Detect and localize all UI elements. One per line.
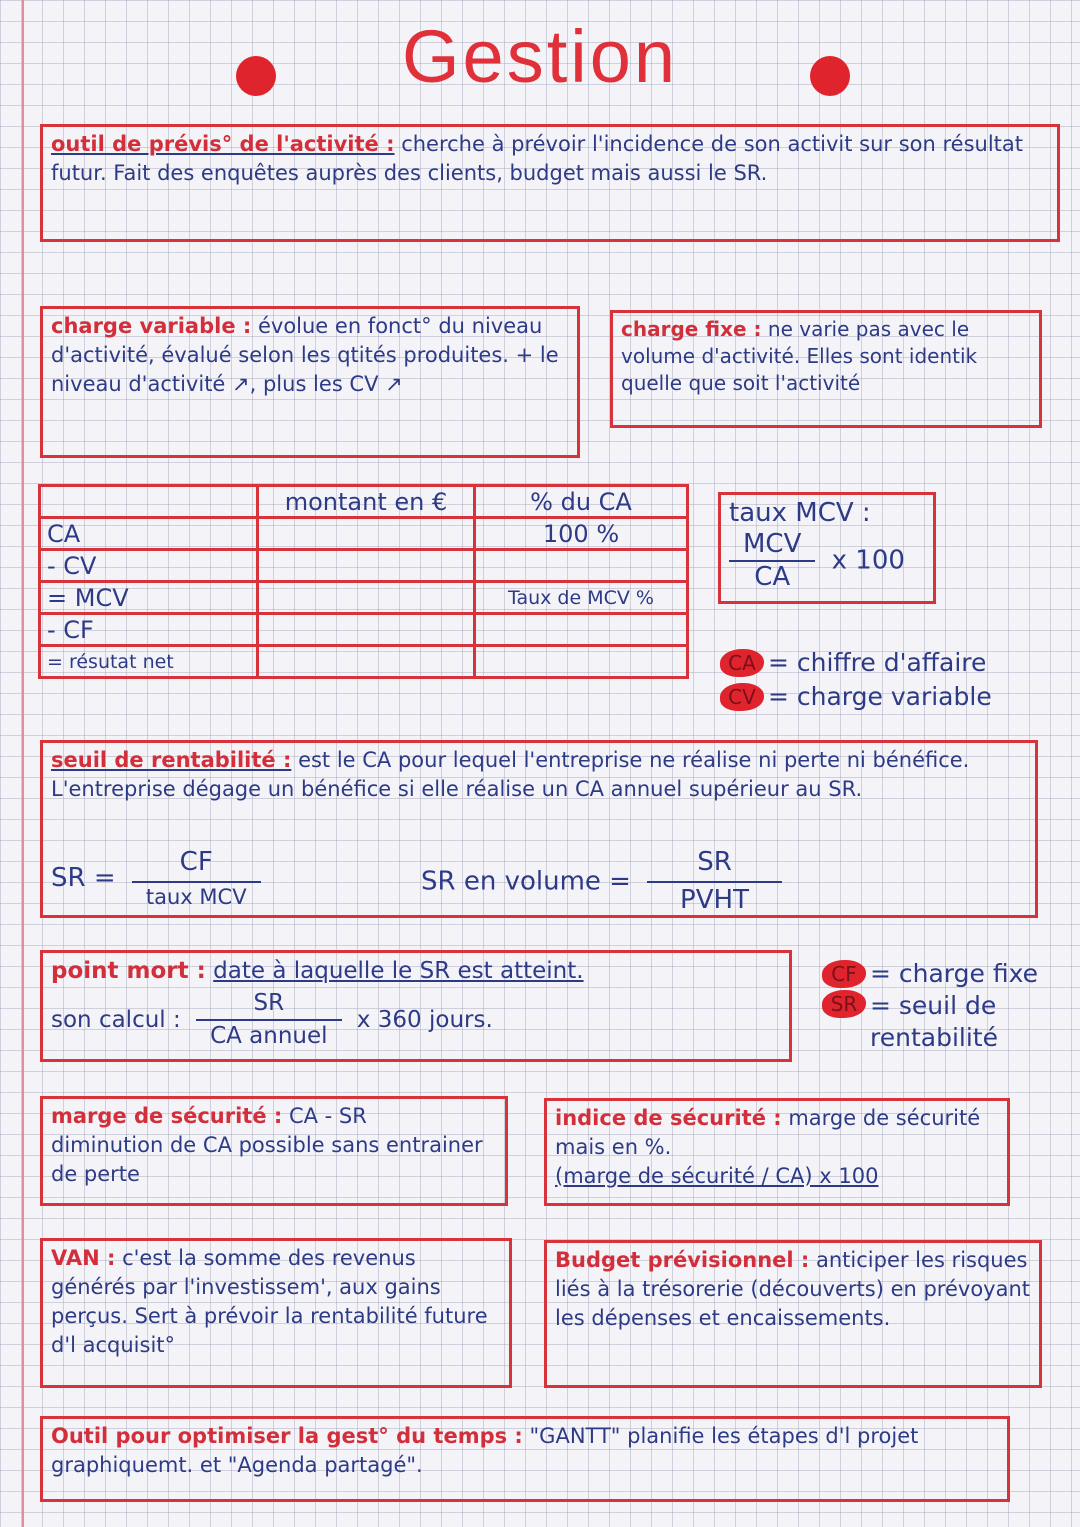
- van-heading: VAN :: [51, 1246, 116, 1270]
- table-cell: [475, 550, 688, 582]
- sr-fraction: [132, 845, 261, 912]
- point-mort-box: [40, 950, 792, 1062]
- red-blot-icon: [720, 683, 764, 711]
- point-mort-text: date à laquelle le SR est atteint.: [213, 958, 584, 984]
- taux-mcv-multiplier: x 100: [831, 545, 905, 576]
- table-cell: Taux de MCV %: [475, 582, 688, 614]
- sr-volume-fraction: [647, 845, 782, 919]
- legend-abbr: CV: [728, 685, 756, 709]
- indice-text: marge de sécurité mais en %.: [555, 1106, 981, 1159]
- sr-formula-label: SR =: [51, 862, 116, 893]
- outil-prevision-text: cherche à prévoir l'incidence de son activit sur son résultat futur. Fait des enquêtes auprès des clients, budget mais aussi le SR.: [51, 132, 1024, 185]
- table-cell: [258, 582, 475, 614]
- legend-text: = charge variable: [768, 682, 992, 711]
- table-row: [40, 614, 688, 646]
- charge-variable-heading: charge variable :: [51, 314, 252, 338]
- legend-item: [720, 646, 992, 680]
- table-cell: [258, 550, 475, 582]
- taux-mcv-fraction: [729, 529, 815, 593]
- marge-formula: CA - SR: [288, 1104, 367, 1128]
- point-mort-heading: point mort :: [51, 958, 206, 984]
- indice-securite-box: [544, 1098, 1010, 1206]
- budget-text: anticiper les risques liés à la trésorerie (découverts) en prévoyant les dépenses et encaissements.: [555, 1248, 1031, 1330]
- indice-formula: (marge de sécurité / CA) x 100: [555, 1163, 879, 1188]
- outil-gestion-temps-box: [40, 1416, 1010, 1502]
- indice-heading: indice de sécurité :: [555, 1106, 782, 1130]
- table-cell: [258, 646, 475, 678]
- table-cell: [475, 614, 688, 646]
- charge-variable-text: évolue en fonct° du niveau d'activité, évalué selon les qtités produites. + le niveau d'activité ↗, plus les CV ↗: [51, 314, 559, 396]
- page-title: Gestion: [401, 15, 679, 98]
- resultat-table: [38, 484, 689, 679]
- point-mort-multiplier: x 360 jours.: [356, 1006, 493, 1033]
- table-cell: [258, 614, 475, 646]
- table-cell: 100 %: [475, 518, 688, 550]
- seuil-heading: seuil de rentabilité :: [51, 748, 292, 772]
- taux-mcv-label: taux MCV :: [729, 498, 871, 528]
- seuil-rentabilite-box: [40, 740, 1038, 918]
- table-row: [40, 646, 688, 678]
- sr-volume-denominator: PVHT: [680, 884, 749, 915]
- sr-volume-label: SR en volume =: [421, 866, 631, 897]
- charge-variable-box: [40, 306, 580, 458]
- legend-item: [720, 680, 992, 714]
- table-cell: = résutat net: [40, 646, 258, 678]
- table-cell: CA: [40, 518, 258, 550]
- point-mort-denominator: CA annuel: [210, 1023, 328, 1050]
- sr-volume-numerator: SR: [647, 845, 782, 883]
- point-mort-fraction: [196, 988, 341, 1053]
- outil-prevision-box: [40, 124, 1060, 242]
- seuil-formulas: [51, 845, 1027, 917]
- outil-prevision-heading: outil de prévis° de l'activité :: [51, 132, 395, 156]
- table-header-cell: % du CA: [475, 486, 688, 518]
- legend-item: [822, 958, 1062, 990]
- outil-temps-text: "GANTT" planifie les étapes d'l projet graphiquemt. et "Agenda partagé".: [51, 1424, 919, 1477]
- sr-denominator: taux MCV: [145, 884, 247, 909]
- seuil-text: est le CA pour lequel l'entreprise ne réalise ni perte ni bénéfice. L'entreprise dégage un bénéfice si elle réalise un CA annuel supérieur au SR.: [51, 748, 970, 801]
- outil-temps-heading: Outil pour optimiser la gest° du temps :: [51, 1424, 523, 1448]
- van-text: c'est la somme des revenus générés par l'investissem', aux gains perçus. Sert à prévoir la rentabilité future d'l acquisit°: [51, 1246, 488, 1357]
- table-header-row: [40, 486, 688, 518]
- legend-abbreviations-2: [822, 958, 1062, 1054]
- red-blot-icon: [822, 960, 866, 988]
- table-header-cell: [40, 486, 258, 518]
- table-cell: [475, 646, 688, 678]
- table-cell: = MCV: [40, 582, 258, 614]
- red-blot-icon: [822, 990, 866, 1018]
- point-mort-formula: [51, 988, 781, 1053]
- budget-previsionnel-box: [544, 1240, 1042, 1388]
- margin-line: [22, 0, 24, 1527]
- marge-securite-box: [40, 1096, 508, 1206]
- legend-abbr: CA: [728, 651, 756, 675]
- charge-fixe-heading: charge fixe :: [621, 317, 762, 341]
- table-cell: [258, 518, 475, 550]
- taux-mcv-denominator: CA: [754, 562, 791, 593]
- legend-abbr: CF: [831, 962, 857, 986]
- table-row: [40, 550, 688, 582]
- legend-text: = seuil de rentabilité: [870, 991, 998, 1052]
- point-mort-calc-label: son calcul :: [51, 1006, 181, 1033]
- sr-volume-formula: [421, 845, 790, 919]
- taux-mcv-numerator: MCV: [729, 529, 815, 562]
- legend-abbreviations-1: [720, 646, 992, 714]
- charge-fixe-text: ne varie pas avec le volume d'activité. Elles sont identik quelle que soit l'activité: [621, 317, 978, 395]
- table-row: [40, 518, 688, 550]
- table-header-cell: montant en €: [258, 486, 475, 518]
- sr-formula: [51, 845, 269, 912]
- budget-heading: Budget prévisionnel :: [555, 1248, 810, 1272]
- legend-text: = chiffre d'affaire: [768, 648, 987, 677]
- table-row: [40, 582, 688, 614]
- legend-abbr: SR: [830, 992, 858, 1016]
- point-mort-numerator: SR: [196, 988, 341, 1022]
- table-cell: - CV: [40, 550, 258, 582]
- legend-item: [822, 990, 1062, 1054]
- taux-mcv-box: [718, 492, 936, 604]
- van-box: [40, 1238, 512, 1388]
- red-blot-icon: [720, 649, 764, 677]
- marge-heading: marge de sécurité :: [51, 1104, 283, 1128]
- marge-text: diminution de CA possible sans entrainer de perte: [51, 1132, 483, 1186]
- legend-text: = charge fixe: [870, 959, 1038, 988]
- charge-fixe-box: [610, 310, 1042, 428]
- table-cell: - CF: [40, 614, 258, 646]
- sr-numerator: CF: [132, 845, 261, 883]
